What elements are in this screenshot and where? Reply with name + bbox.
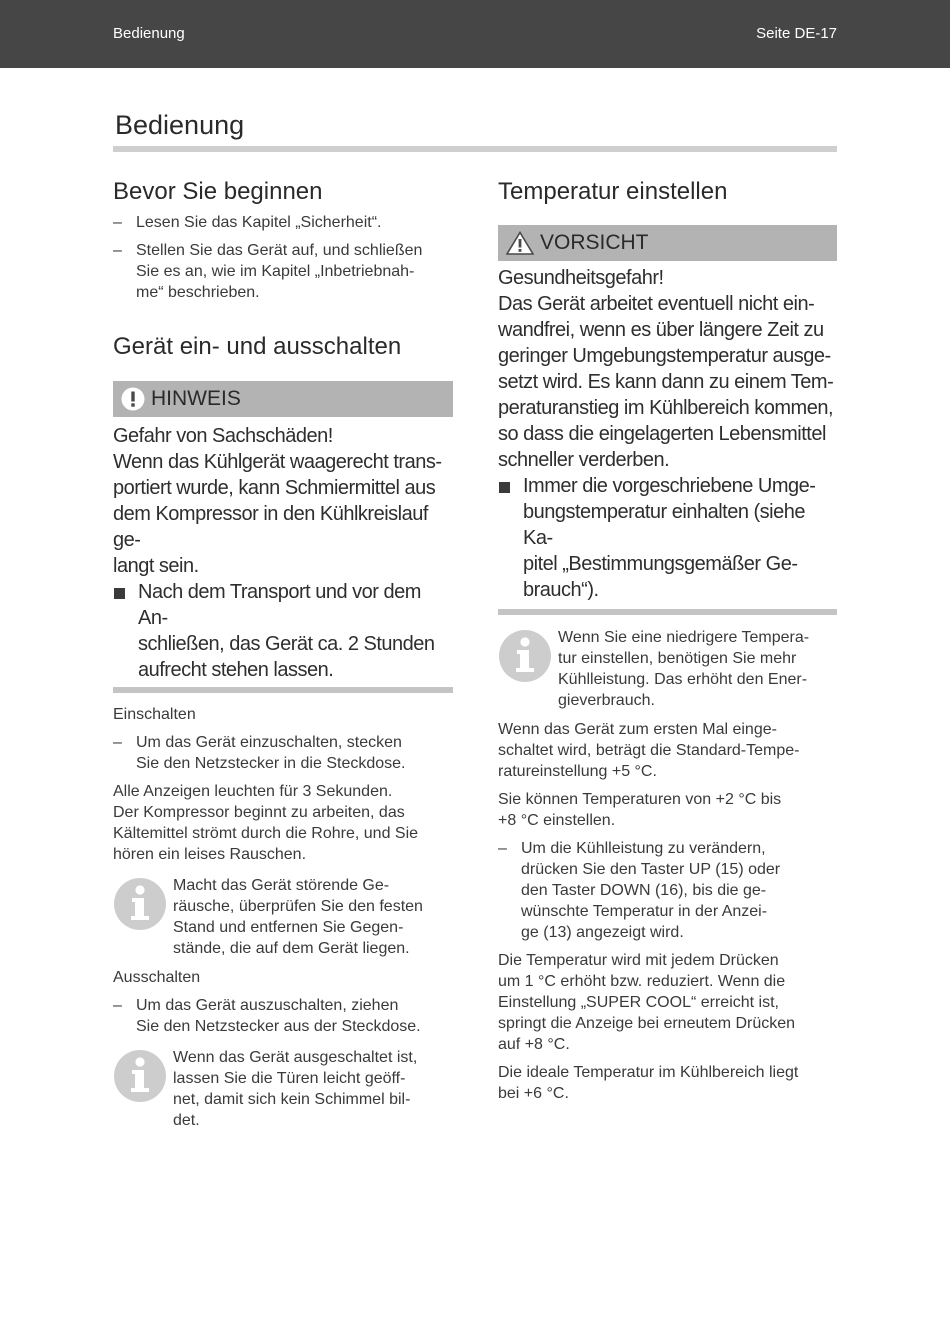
right-column bbox=[498, 176, 837, 1104]
paragraph: Wenn das Gerät zum ersten Mal einge- schaltet wird, beträgt die Standard-Tempe- ratureinstellung +5 °C. bbox=[498, 721, 800, 780]
left-column bbox=[113, 176, 453, 1131]
list-item: – Um das Gerät einzuschalten, stecken Sie den Netzstecker in die Steckdose. bbox=[113, 734, 406, 772]
subheading-switch-off: Ausschalten bbox=[113, 969, 201, 986]
info-note: Macht das Gerät störende Ge- räusche, überprüfen Sie den festen Stand und entfernen Sie Gegen- stände, die auf dem Gerät liegen. bbox=[113, 875, 453, 959]
caution-body: Gesundheitsgefahr! Das Gerät arbeitet eventuell nicht ein- wandfrei, wenn es über längere Zeit zu geringer Umgebungstemperatur ausge- setzt wird. Es kann dann zu einem Tem- peraturanstieg im Kühlbereich kommen, so dass die eingelagerten Lebensmittel schneller verderben. Immer die vorgeschriebene Umge- bungstemperatur einhalten (siehe Ka- pitel „Bestimmungsgemäßer Ge- brauch“). bbox=[498, 265, 837, 603]
list-item: – Um die Kühlleistung zu verändern, drücken Sie den Taster UP (15) oder den Taster DOWN (16), bis die ge- wünschte Temperatur in der Anzei- ge (13) angezeigt wird. bbox=[498, 840, 781, 941]
notice-label: HINWEIS bbox=[151, 387, 241, 410]
page-title: Bedienung bbox=[115, 110, 245, 140]
notice-action-item: Nach dem Transport und vor dem An- schließen, das Gerät ca. 2 Stunden aufrecht stehen lassen. bbox=[113, 579, 453, 683]
header-section: Bedienung bbox=[113, 25, 185, 42]
info-note: Wenn Sie eine niedrigere Tempera- tur einstellen, benötigen Sie mehr Kühlleistung. Das erhöht den Ener- gieverbrauch. bbox=[498, 627, 837, 711]
paragraph: Die ideale Temperatur im Kühlbereich liegt bei +6 °C. bbox=[498, 1064, 799, 1102]
info-icon bbox=[498, 629, 552, 689]
bullet-square-icon bbox=[499, 482, 510, 493]
exclamation-icon bbox=[121, 387, 145, 411]
caution-bar bbox=[498, 225, 837, 261]
warning-triangle-icon bbox=[506, 231, 534, 255]
caution-action-item: Immer die vorgeschriebene Umge- bungstemperatur einhalten (siehe Ka- pitel „Bestimmungsgemäßer Ge- brauch“). bbox=[498, 473, 837, 603]
list-item: – Um das Gerät auszuschalten, ziehen Sie den Netzstecker aus der Steckdose. bbox=[113, 997, 421, 1035]
paragraph: Sie können Temperaturen von +2 °C bis +8 °C einstellen. bbox=[498, 791, 782, 829]
heading-on-off: Gerät ein- und ausschalten bbox=[113, 333, 402, 360]
notice-end-rule bbox=[113, 687, 453, 693]
notice-body: Gefahr von Sachschäden! Wenn das Kühlgerät waagerecht trans- portiert wurde, kann Schmiermittel aus dem Kompressor in den Kühlkreislauf ge- langt sein. Nach dem Transport und vor dem An- schließen, das Gerät ca. 2 Stunden aufrecht stehen lassen. bbox=[113, 423, 453, 683]
info-note: Wenn das Gerät ausgeschaltet ist, lassen Sie die Türen leicht geöff- net, damit sich kein Schimmel bil- det. bbox=[113, 1047, 453, 1131]
header-page-number: Seite DE-17 bbox=[756, 25, 837, 42]
title-rule bbox=[113, 146, 837, 152]
notice-bar bbox=[113, 381, 453, 417]
paragraph: Die Temperatur wird mit jedem Drücken um 1 °C erhöht bzw. reduziert. Wenn die Einstellung „SUPER COOL“ erreicht ist, springt die Anzeige bei erneutem Drücken auf +8 °C. bbox=[498, 952, 796, 1053]
list-item: – Stellen Sie das Gerät auf, und schließen Sie es an, wie im Kapitel „Inbetriebnah- me“ beschrieben. bbox=[113, 242, 423, 301]
bullet-square-icon bbox=[114, 588, 125, 599]
heading-set-temperature: Temperatur einstellen bbox=[498, 178, 728, 205]
page-header bbox=[0, 0, 950, 68]
caution-label: VORSICHT bbox=[540, 231, 649, 254]
subheading-switch-on: Einschalten bbox=[113, 706, 196, 723]
info-icon bbox=[113, 877, 167, 937]
heading-before-start: Bevor Sie beginnen bbox=[113, 178, 323, 205]
info-icon bbox=[113, 1049, 167, 1109]
list-item: – Lesen Sie das Kapitel „Sicherheit“. bbox=[113, 214, 382, 231]
caution-end-rule bbox=[498, 609, 837, 615]
paragraph: Alle Anzeigen leuchten für 3 Sekunden. Der Kompressor beginnt zu arbeiten, das Kältemittel strömt durch die Rohre, und Sie hören ein leises Rauschen. bbox=[113, 783, 419, 863]
